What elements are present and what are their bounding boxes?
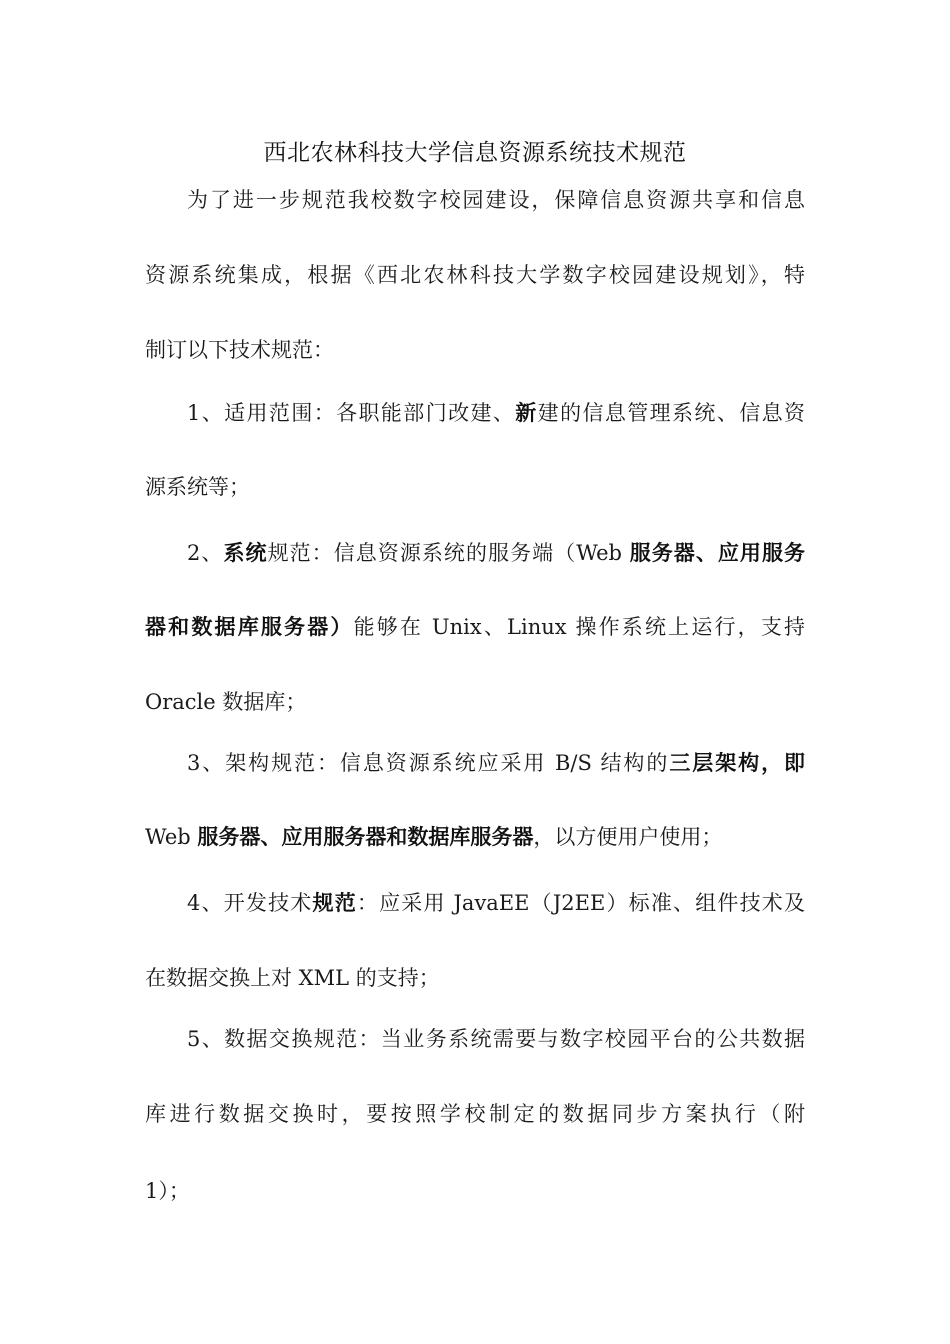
text-run: 4、开发技术 xyxy=(187,891,313,915)
bold-text-run: 服务器、应用服务 xyxy=(629,541,805,565)
list-item-line xyxy=(145,961,805,995)
text-run: 1、适用范围：各职能部门改建、 xyxy=(187,401,516,425)
list-item-line xyxy=(187,746,805,780)
text-run: 为了进一步规范我校数字校园建设，保障信息资源共享和信息 xyxy=(187,188,805,212)
document-title: 西北农林科技大学信息资源系统技术规范 xyxy=(263,140,687,166)
text-run: 3、架构规范：信息资源系统应采用 B/S 结构的 xyxy=(187,751,670,775)
list-item-line xyxy=(145,470,805,504)
text-run: 资源系统集成，根据《西北农林科技大学数字校园建设规划》，特 xyxy=(145,263,805,287)
text-run: ：应采用 JavaEE（J2EE）标准、组件技术及 xyxy=(356,891,805,915)
bold-text-run: 规范 xyxy=(312,891,357,915)
list-item-line xyxy=(187,886,805,920)
bold-text-run: 器和数据库服务器） xyxy=(145,615,354,639)
text-run: 制订以下技术规范： xyxy=(145,338,334,362)
text-run: 2、 xyxy=(187,541,224,565)
bold-text-run: 新 xyxy=(515,401,538,425)
text-run: 规范：信息资源系统的服务端（Web xyxy=(267,541,630,565)
text-run: 1）； xyxy=(145,1179,190,1203)
bold-text-run: 服务器、应用服务器和数据库服务器 xyxy=(197,825,534,849)
bold-text-run: 三层架构，即 xyxy=(669,751,805,775)
list-item-line xyxy=(145,1097,805,1131)
text-run: 源系统等； xyxy=(145,475,250,499)
paragraph-line xyxy=(145,333,805,367)
paragraph-line xyxy=(145,258,805,292)
list-item-line xyxy=(145,610,805,644)
text-run: 建的信息管理系统、信息资 xyxy=(537,401,805,425)
list-item-line xyxy=(187,396,805,430)
list-item-line xyxy=(187,1022,805,1056)
list-item-line xyxy=(145,1174,805,1208)
paragraph-line xyxy=(187,183,805,217)
list-item-line xyxy=(187,536,805,570)
text-run: ，以方便用户使用； xyxy=(533,825,723,849)
list-item-line xyxy=(145,820,805,854)
text-run: 5、数据交换规范：当业务系统需要与数字校园平台的公共数据 xyxy=(187,1027,805,1051)
text-run: Oracle 数据库； xyxy=(145,690,307,714)
text-run: Web xyxy=(145,825,198,849)
text-run: 库进行数据交换时，要按照学校制定的数据同步方案执行（附 xyxy=(145,1102,805,1126)
text-run: 在数据交换上对 XML 的支持； xyxy=(145,966,440,990)
list-item-line xyxy=(145,685,805,719)
text-run: 能够在 Unix、Linux 操作系统上运行，支持 xyxy=(353,615,805,639)
bold-text-run: 系统 xyxy=(223,541,268,565)
